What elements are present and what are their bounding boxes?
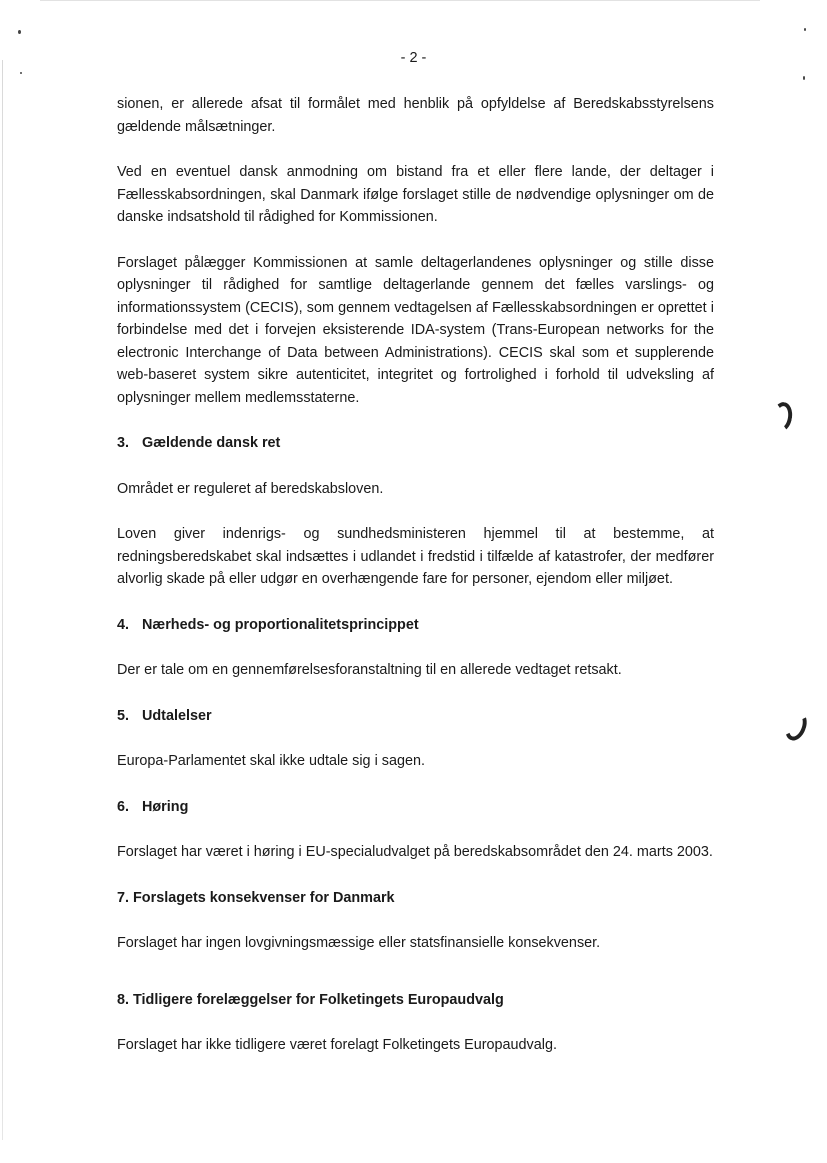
- section-heading: [117, 887, 714, 910]
- section-title: Høring: [142, 798, 189, 815]
- paragraph: Loven giver indenrigs- og sundhedsministeren hjemmel til at bestemme, at redningsberedskabet skal indsættes i udlandet i fredstid i tilfælde af katastrofer, der medfører alvorlig skade på eller udgør en overhængende fare for personer, ejendom eller miljøet.: [117, 526, 714, 587]
- paragraph: sionen, er allerede afsat til formålet med henblik på opfyldelse af Beredskabsstyrelsens gældende målsætninger.: [117, 96, 714, 135]
- section-title: Gældende dansk ret: [142, 435, 281, 451]
- paragraph: Forslaget har ikke tidligere været forelagt Folketingets Europaudvalg.: [117, 1037, 557, 1053]
- section-number: 4.: [117, 616, 130, 633]
- paragraph: Der er tale om en gennemførelsesforanstaltning til en allerede vedtaget retsakt.: [117, 662, 622, 678]
- section-title: Udtalelser: [142, 707, 212, 724]
- section-number: 8.: [117, 991, 130, 1008]
- section-title: Nærheds- og proportionalitetsprincippet: [142, 616, 419, 633]
- section-heading: [117, 614, 714, 637]
- section-heading: [117, 705, 714, 728]
- paragraph: Europa-Parlamentet skal ikke udtale sig i sagen.: [117, 753, 425, 769]
- punch-hole-mark: [770, 400, 795, 433]
- paragraph: Ved en eventuel dansk anmodning om bistand fra et eller flere lande, der deltager i Fællesskabsordningen, skal Danmark ifølge forslaget stille de nødvendige oplysninger om de danske indsatshold til rådighed for Kommissionen.: [117, 164, 714, 225]
- section-heading: [117, 796, 714, 819]
- scan-edge-left: [2, 60, 3, 1140]
- paragraph: Området er reguleret af beredskabsloven.: [117, 480, 384, 497]
- scan-speck: [803, 76, 805, 80]
- document-body: [117, 93, 714, 1057]
- section-number: 5.: [117, 707, 130, 724]
- paragraph: Forslaget har været i høring i EU-specialudvalget på beredskabsområdet den 24. marts 2003.: [117, 844, 713, 860]
- section-number: 7.: [117, 889, 130, 906]
- section-heading: [117, 432, 714, 455]
- page-number: - 2 -: [400, 50, 427, 66]
- scan-speck: [20, 72, 22, 74]
- section-number: 6.: [117, 798, 130, 815]
- punch-hole-mark: [781, 708, 810, 743]
- section-heading: [117, 989, 714, 1012]
- scan-speck: [18, 30, 21, 34]
- scan-edge-top: [40, 0, 760, 1]
- paragraph: Forslaget har ingen lovgivningsmæssige eller statsfinansielle konsekvenser.: [117, 935, 601, 951]
- section-number: 3.: [117, 435, 130, 451]
- paragraph: Forslaget pålægger Kommissionen at samle deltagerlandenes oplysninger og stille disse oplysninger til rådighed for samtlige deltagerlande gennem det fælles varslings- og informationssystem (CECIS), som gennem vedtagelsen af Fællesskabsordningen er oprettet i forbindelse med det i forvejen eksisterende IDA-system (Trans-European networks for the electronic Interchange of Data between Administrations). CECIS skal som et supplerende web-baseret system sikre autenticitet, integritet og fortrolighed i forhold til udveksling af oplysninger mellem medlemsstaterne.: [117, 254, 714, 406]
- section-title: Forslagets konsekvenser for Danmark: [133, 889, 395, 906]
- scan-speck: [804, 28, 806, 31]
- section-title: Tidligere forelæggelser for Folketingets Europaudvalg: [133, 991, 504, 1008]
